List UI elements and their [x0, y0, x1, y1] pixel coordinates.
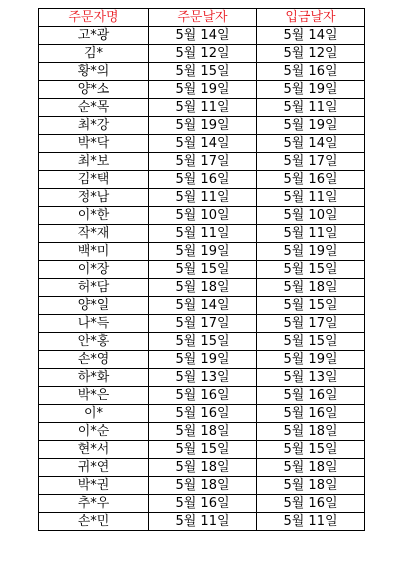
orderer-name-cell: 김*택: [39, 171, 149, 189]
deposit-date-cell: 5월 16일: [257, 405, 365, 423]
order-date-cell: 5월 11일: [149, 99, 257, 117]
table-row: [39, 405, 365, 423]
orderer-name-cell: 귀*연: [39, 459, 149, 477]
orderer-name-cell: 나*득: [39, 315, 149, 333]
orderer-name-cell: 양*일: [39, 297, 149, 315]
order-date-cell: 5월 18일: [149, 423, 257, 441]
table-row: [39, 495, 365, 513]
order-date-cell: 5월 18일: [149, 279, 257, 297]
order-date-cell: 5월 19일: [149, 243, 257, 261]
table-body: [39, 27, 365, 531]
orderer-name-cell: 양*소: [39, 81, 149, 99]
deposit-date-cell: 5월 14일: [257, 135, 365, 153]
order-date-cell: 5월 16일: [149, 387, 257, 405]
order-date-cell: 5월 18일: [149, 477, 257, 495]
orderer-name-cell: 안*홍: [39, 333, 149, 351]
deposit-date-cell: 5월 11일: [257, 513, 365, 531]
orderer-name-cell: 백*미: [39, 243, 149, 261]
table-row: [39, 261, 365, 279]
order-date-cell: 5월 17일: [149, 315, 257, 333]
table-row: [39, 459, 365, 477]
orderer-name-cell: 이*: [39, 405, 149, 423]
table-row: [39, 369, 365, 387]
deposit-date-cell: 5월 13일: [257, 369, 365, 387]
deposit-date-cell: 5월 10일: [257, 207, 365, 225]
orderer-name-cell: 고*광: [39, 27, 149, 45]
table-row: [39, 513, 365, 531]
order-date-cell: 5월 19일: [149, 351, 257, 369]
table-row: [39, 441, 365, 459]
deposit-date-cell: 5월 15일: [257, 261, 365, 279]
table-row: [39, 153, 365, 171]
order-date-cell: 5월 11일: [149, 225, 257, 243]
deposit-date-cell: 5월 15일: [257, 441, 365, 459]
deposit-date-cell: 5월 12일: [257, 45, 365, 63]
order-date-cell: 5월 11일: [149, 513, 257, 531]
order-date-cell: 5월 15일: [149, 441, 257, 459]
table-row: [39, 297, 365, 315]
order-date-cell: 5월 15일: [149, 63, 257, 81]
deposit-date-cell: 5월 19일: [257, 117, 365, 135]
table-row: [39, 477, 365, 495]
deposit-date-cell: 5월 18일: [257, 477, 365, 495]
deposit-date-cell: 5월 11일: [257, 99, 365, 117]
table-row: [39, 189, 365, 207]
order-date-cell: 5월 14일: [149, 27, 257, 45]
orderer-name-cell: 현*서: [39, 441, 149, 459]
table-row: [39, 387, 365, 405]
table-row: [39, 315, 365, 333]
table-row: [39, 423, 365, 441]
deposit-date-cell: 5월 16일: [257, 171, 365, 189]
deposit-date-cell: 5월 18일: [257, 459, 365, 477]
orderer-name-cell: 최*강: [39, 117, 149, 135]
table-row: [39, 243, 365, 261]
order-date-cell: 5월 14일: [149, 135, 257, 153]
deposit-date-cell: 5월 17일: [257, 315, 365, 333]
deposit-date-cell: 5월 16일: [257, 495, 365, 513]
table-row: [39, 45, 365, 63]
order-date-cell: 5월 19일: [149, 117, 257, 135]
deposit-date-cell: 5월 18일: [257, 279, 365, 297]
header-orderer-name: 주문자명: [39, 9, 149, 27]
orderer-name-cell: 이*장: [39, 261, 149, 279]
deposit-date-cell: 5월 11일: [257, 225, 365, 243]
orderer-name-cell: 박*권: [39, 477, 149, 495]
table-row: [39, 351, 365, 369]
orderer-name-cell: 김*: [39, 45, 149, 63]
header-deposit-date: 입금날자: [257, 9, 365, 27]
orderer-name-cell: 박*은: [39, 387, 149, 405]
order-date-cell: 5월 19일: [149, 81, 257, 99]
deposit-date-cell: 5월 18일: [257, 423, 365, 441]
deposit-date-cell: 5월 11일: [257, 189, 365, 207]
order-date-cell: 5월 15일: [149, 261, 257, 279]
table-row: [39, 27, 365, 45]
deposit-date-cell: 5월 19일: [257, 81, 365, 99]
table-row: [39, 279, 365, 297]
order-date-cell: 5월 17일: [149, 153, 257, 171]
orderer-name-cell: 손*민: [39, 513, 149, 531]
table-row: [39, 117, 365, 135]
orderer-name-cell: 황*의: [39, 63, 149, 81]
deposit-date-cell: 5월 17일: [257, 153, 365, 171]
order-date-cell: 5월 10일: [149, 207, 257, 225]
order-date-cell: 5월 15일: [149, 333, 257, 351]
orders-table: [38, 8, 365, 531]
order-date-cell: 5월 12일: [149, 45, 257, 63]
header-row: [39, 9, 365, 27]
order-date-cell: 5월 14일: [149, 297, 257, 315]
table-row: [39, 63, 365, 81]
deposit-date-cell: 5월 16일: [257, 387, 365, 405]
orderer-name-cell: 허*담: [39, 279, 149, 297]
orderer-name-cell: 정*남: [39, 189, 149, 207]
orderer-name-cell: 박*닥: [39, 135, 149, 153]
orderer-name-cell: 이*순: [39, 423, 149, 441]
order-date-cell: 5월 16일: [149, 495, 257, 513]
header-order-date: 주문날자: [149, 9, 257, 27]
table-row: [39, 207, 365, 225]
deposit-date-cell: 5월 15일: [257, 297, 365, 315]
table-row: [39, 99, 365, 117]
table-row: [39, 135, 365, 153]
orderer-name-cell: 순*목: [39, 99, 149, 117]
deposit-date-cell: 5월 19일: [257, 243, 365, 261]
order-date-cell: 5월 16일: [149, 171, 257, 189]
table-row: [39, 225, 365, 243]
deposit-date-cell: 5월 19일: [257, 351, 365, 369]
orderer-name-cell: 손*영: [39, 351, 149, 369]
order-date-cell: 5월 16일: [149, 405, 257, 423]
orderer-name-cell: 추*우: [39, 495, 149, 513]
orderer-name-cell: 작*재: [39, 225, 149, 243]
deposit-date-cell: 5월 16일: [257, 63, 365, 81]
order-date-cell: 5월 13일: [149, 369, 257, 387]
order-date-cell: 5월 11일: [149, 189, 257, 207]
table-row: [39, 171, 365, 189]
deposit-date-cell: 5월 14일: [257, 27, 365, 45]
deposit-date-cell: 5월 15일: [257, 333, 365, 351]
orderer-name-cell: 최*보: [39, 153, 149, 171]
orderer-name-cell: 하*화: [39, 369, 149, 387]
orderer-name-cell: 이*한: [39, 207, 149, 225]
table-row: [39, 333, 365, 351]
order-date-cell: 5월 18일: [149, 459, 257, 477]
table-row: [39, 81, 365, 99]
